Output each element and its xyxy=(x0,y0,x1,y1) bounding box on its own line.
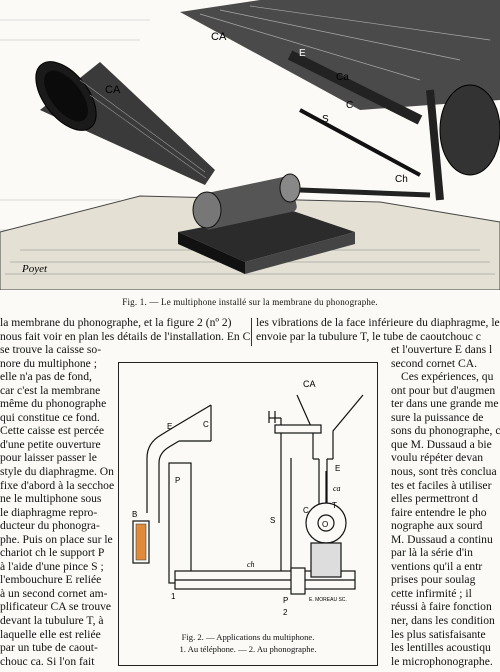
fig2-number-2: 2 xyxy=(283,608,288,617)
text-line: elles permettront d xyxy=(391,492,478,506)
fig1-label-ch: Ch xyxy=(395,174,408,185)
text-line: car c'est la membrane xyxy=(0,383,101,397)
fig2-label-ca: CA xyxy=(303,379,316,389)
figure-1-caption: Fig. 1. — Le multiphone installé sur la membrane du phonographe. xyxy=(122,297,378,307)
text-line: prises pour soulag xyxy=(391,573,476,587)
text-line: chouc ca. Si l'on fait xyxy=(0,654,95,668)
text-line: réussi à faire fonction xyxy=(391,600,492,614)
text-line: envoie par la tubulure T, le tube de caoutchouc c xyxy=(256,329,481,343)
fig2-label-e2: E xyxy=(335,464,341,473)
fig2-label-b: B xyxy=(132,510,138,519)
text-line: chariot ch le support P xyxy=(0,546,105,560)
column-rule xyxy=(251,318,252,346)
text-line: laquelle elle est reliée xyxy=(0,627,101,641)
text-line: pour laisser passer le xyxy=(0,451,97,465)
text-line: les plus satisfaisante xyxy=(391,627,486,641)
fig1-signature: Poyet xyxy=(22,263,48,275)
text-line: phe. Puis on place sur le xyxy=(0,532,113,546)
text-line: Ces expériences, qu xyxy=(401,370,494,384)
text-line: faire entendre le pho xyxy=(391,505,487,519)
fig2-label-c: C xyxy=(203,420,209,429)
text-line: plificateur CA se trouve xyxy=(0,600,112,614)
text-line: ducteur du phonogra- xyxy=(0,519,100,533)
text-line: les vibrations de la face inférieure du diaphragme, le xyxy=(256,316,500,329)
text-line: ont pour but d'augmen xyxy=(391,383,496,397)
fig2-label-e: E xyxy=(167,422,173,431)
text-line: elle n'a pas de fond, xyxy=(0,370,92,384)
text-line: nographe aux sourd xyxy=(391,519,483,533)
text-line: sure la puissance de xyxy=(391,410,484,424)
text-line: se trouve la caisse so- xyxy=(0,343,102,357)
text-line: ter dans une grande me xyxy=(391,397,499,411)
fig2-label-t: T xyxy=(332,501,337,510)
text-line: ventions qu'il a entr xyxy=(391,559,483,573)
fig2-label-o: O xyxy=(322,520,329,529)
text-line: M. Dussaud a continu xyxy=(391,532,493,546)
fig2-label-p: P xyxy=(175,476,181,485)
text-line: second cornet CA. xyxy=(391,356,477,370)
text-line: voulu répéter devan xyxy=(391,451,484,465)
text-line: devant la tubulure T, à xyxy=(0,614,104,628)
fig2-label-s: S xyxy=(270,516,276,525)
fig2-engraver-signature: E. MOREAU SC. xyxy=(309,597,347,603)
text-line: le microphonographe. xyxy=(391,654,493,668)
text-line: les lentilles acoustiqu xyxy=(391,641,491,655)
text-line: Cette caisse est percée xyxy=(0,424,104,438)
text-line: fixe d'abord à la secchoe xyxy=(0,478,115,492)
text-line: par là la série d'in xyxy=(391,546,473,560)
figure-2-diagram xyxy=(119,363,377,623)
text-line: sons du phonographe, c xyxy=(391,424,500,438)
fig1-label-ca-top: CA xyxy=(211,31,227,43)
text-line: nous, sont très conclua xyxy=(391,465,497,479)
fig1-label-e: E xyxy=(299,48,306,59)
text-line: à un second cornet am- xyxy=(0,586,108,600)
fig2-label-c2: C xyxy=(303,506,309,515)
fig2-number-1: 1 xyxy=(171,592,176,601)
figure-2-caption-title: Fig. 2. — Applications du multiphone. xyxy=(181,632,315,642)
text-line: ne le multiphone sous xyxy=(0,492,102,506)
fig1-label-c: C xyxy=(346,100,354,111)
text-line: nous fait voir en plan les détails de l'installation. En C xyxy=(0,329,250,343)
fig1-label-s: S xyxy=(322,114,329,125)
text-line: le diaphragme repro- xyxy=(0,505,98,519)
text-line: qui constitue ce fond. xyxy=(0,410,100,424)
figure-1-engraving xyxy=(0,0,500,290)
text-line: la membrane du phonographe, et la figure 2 (nº 2) xyxy=(0,316,232,329)
fig1-label-ca-left: CA xyxy=(105,84,121,96)
fig1-label-ca-small: Ca xyxy=(336,72,349,83)
figure-2-caption-legend: 1. Au téléphone. — 2. Au phonographe. xyxy=(179,644,317,654)
text-line: par un tube de caout- xyxy=(0,641,98,655)
text-line: cette infirmité ; il xyxy=(391,586,472,600)
fig2-label-ca-small: ca xyxy=(333,484,341,493)
text-line: nore du multiphone ; xyxy=(0,356,97,370)
fig2-label-ch: ch xyxy=(247,560,255,569)
figure-2-caption xyxy=(119,631,377,655)
fig2-label-p2: P xyxy=(283,596,289,605)
text-line: à l'aide d'une pince S ; xyxy=(0,559,104,573)
text-line: et l'ouverture E dans l xyxy=(391,343,493,357)
text-line: ner, dans les condition xyxy=(391,614,495,628)
text-line: l'embouchure E reliée xyxy=(0,573,102,587)
text-line: tes et faciles à utiliser xyxy=(391,478,492,492)
text-line: que M. Dussaud a bie xyxy=(391,437,492,451)
text-line: d'une petite ouverture xyxy=(0,437,101,451)
text-line: même du phonographe xyxy=(0,397,107,411)
text-line: style du diaphragme. On xyxy=(0,465,114,479)
figure-2-box xyxy=(118,362,378,666)
